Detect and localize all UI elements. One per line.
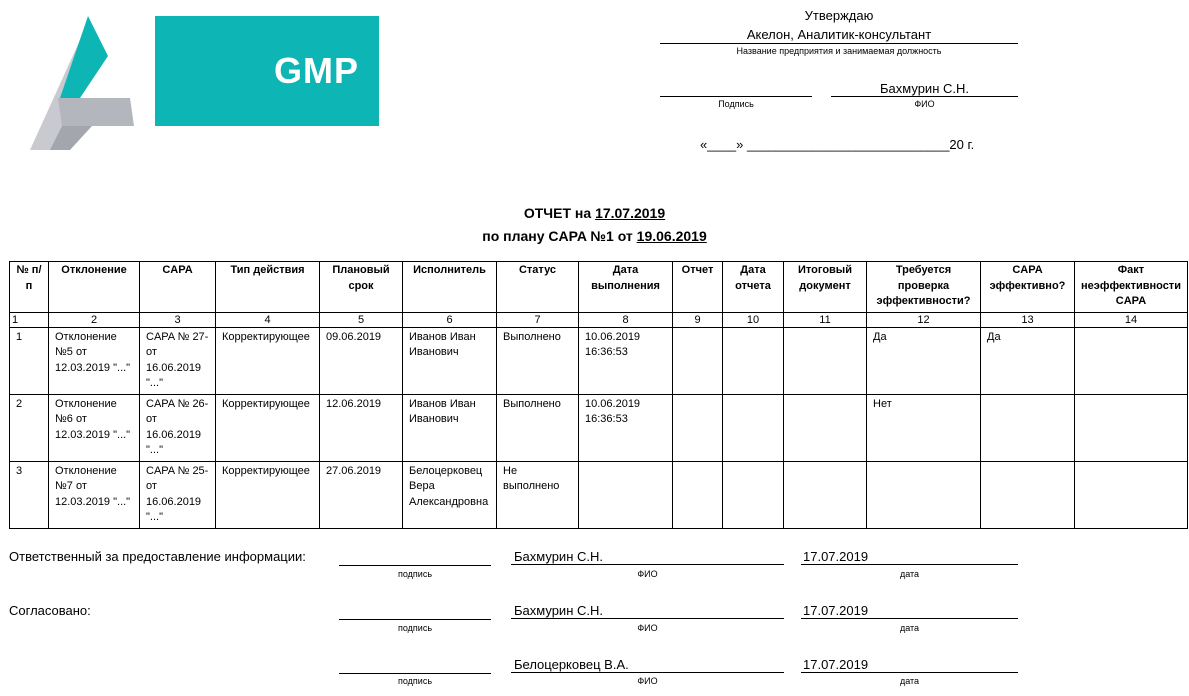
table-row — [10, 461, 1188, 528]
table-cell — [673, 461, 723, 528]
brand-text: GMP — [273, 50, 359, 91]
brand-logo — [155, 16, 379, 126]
table-cell: CAPA № 26-от 16.06.2019 "..." — [140, 394, 216, 461]
signature-caption: Подпись — [718, 99, 754, 109]
column-number-row — [10, 312, 1188, 327]
table-cell: 2 — [10, 394, 49, 461]
name-caption: ФИО — [637, 623, 658, 633]
report-title-line1 — [0, 205, 1189, 221]
header-cell: Плановый срок — [320, 262, 403, 313]
column-number: 12 — [867, 312, 981, 327]
name-caption: ФИО — [637, 676, 658, 686]
company-logo-mark — [30, 16, 134, 150]
signer-date: 17.07.2019 — [801, 657, 1018, 673]
signer-date: 17.07.2019 — [801, 603, 1018, 619]
table-cell: Выполнено — [497, 327, 579, 394]
date-caption: дата — [899, 623, 920, 633]
column-number: 2 — [49, 312, 140, 327]
table-row — [10, 327, 1188, 394]
table-cell: CAPA № 27-от 16.06.2019 "..." — [140, 327, 216, 394]
signature-line — [339, 551, 491, 566]
table-cell: Корректирующее — [216, 394, 320, 461]
signer-date: 17.07.2019 — [801, 549, 1018, 565]
header-cell: № п/п — [10, 262, 49, 313]
table-cell: Да — [867, 327, 981, 394]
sign-caption: подпись — [397, 569, 433, 579]
column-number: 4 — [216, 312, 320, 327]
signature-line — [339, 659, 491, 674]
table-cell — [867, 461, 981, 528]
name-caption: ФИО — [914, 99, 935, 109]
name-caption: ФИО — [637, 569, 658, 579]
column-number: 7 — [497, 312, 579, 327]
signer-name: Бахмурин С.Н. — [511, 549, 784, 565]
report-title-line2 — [0, 228, 1189, 244]
header-cell: Тип действия — [216, 262, 320, 313]
header-cell: Требуется проверка эффективности? — [867, 262, 981, 313]
approval-title: Утверждаю — [804, 8, 874, 23]
table-cell: Отклонение №5 от 12.03.2019 "..." — [49, 327, 140, 394]
column-number: 11 — [784, 312, 867, 327]
table-cell: Корректирующее — [216, 327, 320, 394]
table-cell: Иванов Иван Иванович — [403, 327, 497, 394]
header-cell: Статус — [497, 262, 579, 313]
table-cell: 27.06.2019 — [320, 461, 403, 528]
column-number: 6 — [403, 312, 497, 327]
table-cell: Отклонение №6 от 12.03.2019 "..." — [49, 394, 140, 461]
column-number: 9 — [673, 312, 723, 327]
table-row — [10, 394, 1188, 461]
table-cell: Белоцерковец Вера Александровна — [403, 461, 497, 528]
approval-date-line: «____» ____________________________20 г. — [700, 137, 975, 152]
date-caption: дата — [899, 676, 920, 686]
table-cell: 10.06.2019 16:36:53 — [579, 327, 673, 394]
header-cell: Дата выполнения — [579, 262, 673, 313]
header-cell: CAPA — [140, 262, 216, 313]
table-cell — [723, 327, 784, 394]
plan-title-prefix: по плану CAPA №1 от — [482, 228, 637, 244]
column-number: 14 — [1075, 312, 1188, 327]
date-caption: дата — [899, 569, 920, 579]
table-cell — [1075, 461, 1188, 528]
approval-name: Бахмурин С.Н. — [831, 81, 1018, 97]
table-cell: Не выполнено — [497, 461, 579, 528]
table-cell: CAPA № 25-от 16.06.2019 "..." — [140, 461, 216, 528]
table-cell: Корректирующее — [216, 461, 320, 528]
header-cell: Отклонение — [49, 262, 140, 313]
logo-teal-stroke — [60, 16, 108, 98]
table-cell: Выполнено — [497, 394, 579, 461]
table-cell — [723, 461, 784, 528]
table-cell: Отклонение №7 от 12.03.2019 "..." — [49, 461, 140, 528]
sign-caption: подпись — [397, 623, 433, 633]
column-number: 5 — [320, 312, 403, 327]
responsible-label: Ответственный за предоставление информации: — [9, 549, 306, 564]
column-number: 3 — [140, 312, 216, 327]
report-date: 17.07.2019 — [595, 205, 666, 221]
table-cell: 1 — [10, 327, 49, 394]
approval-signature-line — [660, 82, 812, 97]
column-number: 10 — [723, 312, 784, 327]
column-number: 13 — [981, 312, 1075, 327]
header-cell: Исполнитель — [403, 262, 497, 313]
column-number: 8 — [579, 312, 673, 327]
table-cell: 3 — [10, 461, 49, 528]
signer-name: Белоцерковец В.А. — [511, 657, 784, 673]
table-cell — [1075, 394, 1188, 461]
plan-date: 19.06.2019 — [636, 228, 707, 244]
table-cell: 12.06.2019 — [320, 394, 403, 461]
header-cell: CAPA эффективно? — [981, 262, 1075, 313]
report-title-prefix: ОТЧЕТ на — [523, 205, 596, 221]
organization-caption: Название предприятия и занимаемая должность — [736, 46, 942, 56]
agreed-label: Согласовано: — [9, 603, 91, 618]
header-cell: Итоговый документ — [784, 262, 867, 313]
table-cell — [981, 394, 1075, 461]
table-cell — [723, 394, 784, 461]
table-cell — [784, 327, 867, 394]
column-number: 1 — [10, 312, 49, 327]
header-cell: Отчет — [673, 262, 723, 313]
table-cell — [981, 461, 1075, 528]
signature-line — [339, 605, 491, 620]
table-cell: 09.06.2019 — [320, 327, 403, 394]
table-header-row — [10, 262, 1188, 313]
capa-report-table — [9, 261, 1188, 529]
approval-organization: Акелон, Аналитик-консультант — [660, 27, 1018, 44]
header-cell: Факт неэффективности CAPA — [1075, 262, 1188, 313]
table-cell: Нет — [867, 394, 981, 461]
sign-caption: подпись — [397, 676, 433, 686]
table-cell — [784, 394, 867, 461]
table-cell — [1075, 327, 1188, 394]
table-cell — [673, 394, 723, 461]
table-cell — [579, 461, 673, 528]
table-cell: 10.06.2019 16:36:53 — [579, 394, 673, 461]
table-cell — [673, 327, 723, 394]
header-cell: Дата отчета — [723, 262, 784, 313]
logo-bar — [58, 98, 134, 126]
table-cell — [784, 461, 867, 528]
table-cell: Иванов Иван Иванович — [403, 394, 497, 461]
table-cell: Да — [981, 327, 1075, 394]
signer-name: Бахмурин С.Н. — [511, 603, 784, 619]
